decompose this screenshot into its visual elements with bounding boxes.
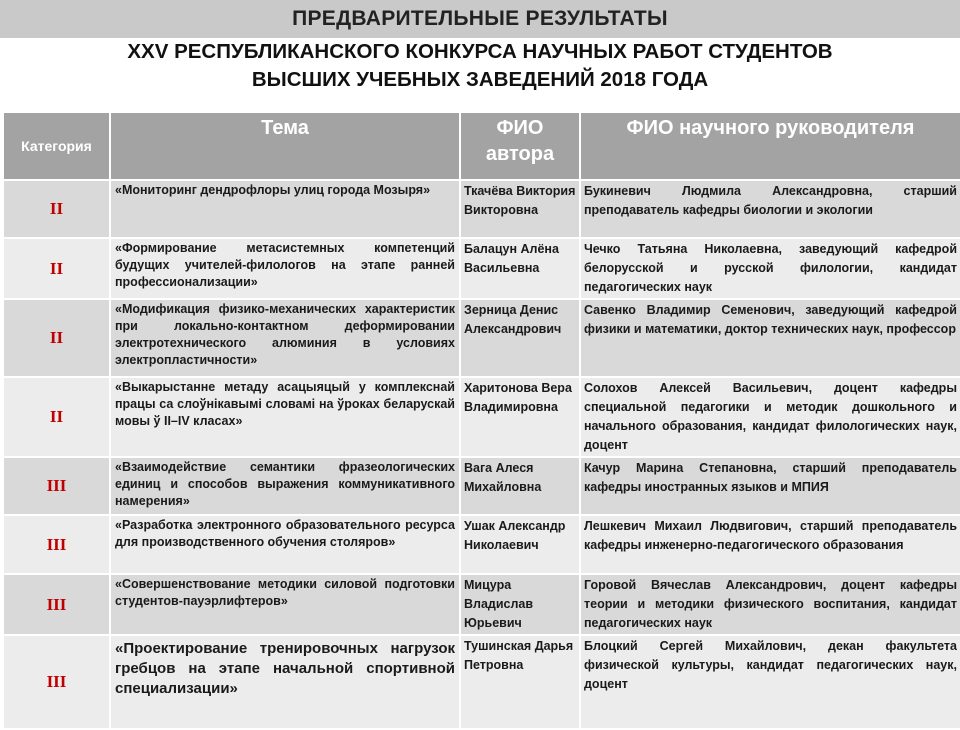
topic-cell: «Совершенствование методики силовой подготовки студентов-пауэрлифтеров» <box>110 574 460 635</box>
category-cell: III <box>3 457 110 515</box>
supervisor-cell: Блоцкий Сергей Михайлович, декан факультета физической культуры, кандидат педагогических наук, доцент <box>580 635 960 729</box>
table-row <box>3 515 960 574</box>
author-cell: Вага Алеся Михайловна <box>460 457 580 515</box>
table-row <box>3 299 960 377</box>
supervisor-cell: Савенко Владимир Семенович, заведующий кафедрой физики и математики, доктор технических наук, профессор <box>580 299 960 377</box>
author-cell: Тушинская Дарья Петровна <box>460 635 580 729</box>
category-cell: III <box>3 574 110 635</box>
table-row <box>3 635 960 729</box>
author-cell: Зерница Денис Александрович <box>460 299 580 377</box>
category-cell: II <box>3 377 110 457</box>
column-header-topic: Тема <box>110 112 460 180</box>
page-subtitle <box>0 38 960 94</box>
column-header-author: ФИО автора <box>460 112 580 180</box>
subtitle-line-1: XXV РЕСПУБЛИКАНСКОГО КОНКУРСА НАУЧНЫХ РАБОТ СТУДЕНТОВ <box>127 40 833 63</box>
table-row <box>3 238 960 299</box>
table-row <box>3 377 960 457</box>
topic-cell: «Мониторинг дендрофлоры улиц города Мозыря» <box>110 180 460 238</box>
topic-cell: «Проектирование тренировочных нагрузок гребцов на этапе начальной спортивной специализации» <box>110 635 460 729</box>
category-cell: II <box>3 180 110 238</box>
author-cell: Харитонова Вера Владимировна <box>460 377 580 457</box>
category-cell: II <box>3 238 110 299</box>
topic-cell: «Разработка электронного образовательного ресурса для производственного обучения столяров» <box>110 515 460 574</box>
category-cell: III <box>3 635 110 729</box>
category-cell: II <box>3 299 110 377</box>
column-header-supervisor: ФИО научного руководителя <box>580 112 960 180</box>
supervisor-cell: Букиневич Людмила Александровна, старший преподаватель кафедры биологии и экологии <box>580 180 960 238</box>
author-cell: Ушак Александр Николаевич <box>460 515 580 574</box>
topic-cell: «Формирование метасистемных компетенций будущих учителей-филологов на этапе ранней профессионализации» <box>110 238 460 299</box>
topic-cell: «Модификация физико-механических характеристик при локально-контактном деформировании электротехнического алюминия в условиях электропластичности» <box>110 299 460 377</box>
supervisor-cell: Лешкевич Михаил Людвигович, старший преподаватель кафедры инженерно-педагогического образования <box>580 515 960 574</box>
supervisor-cell: Солохов Алексей Васильевич, доцент кафедры специальной педагогики и методик дошкольного и начального образования, кандидат филологических наук, доцент <box>580 377 960 457</box>
table-row <box>3 457 960 515</box>
supervisor-cell: Качур Марина Степановна, старший преподаватель кафедры иностранных языков и МПИЯ <box>580 457 960 515</box>
author-cell: Ткачёва Виктория Викторовна <box>460 180 580 238</box>
table-row <box>3 574 960 635</box>
topic-cell: «Взаимодействие семантики фразеологических единиц и способов выражения коммуникативного намерения» <box>110 457 460 515</box>
results-table <box>2 111 960 730</box>
table-row <box>3 180 960 238</box>
subtitle-line-2: ВЫСШИХ УЧЕБНЫХ ЗАВЕДЕНИЙ 2018 ГОДА <box>251 68 709 91</box>
supervisor-cell: Горовой Вячеслав Александрович, доцент кафедры теории и методики физического воспитания, кандидат педагогических наук <box>580 574 960 635</box>
topic-cell: «Выкарыстанне метаду асацыяцый у комплекснай працы са слоўнікавымі словамі на ўроках беларускай мовы ў II–IV класах» <box>110 377 460 457</box>
title-bar <box>0 0 960 38</box>
table-header-row <box>3 112 960 180</box>
column-header-category: Категория <box>3 112 110 180</box>
author-cell: Мицура Владислав Юрьевич <box>460 574 580 635</box>
category-cell: III <box>3 515 110 574</box>
page-title: ПРЕДВАРИТЕЛЬНЫЕ РЕЗУЛЬТАТЫ <box>292 7 668 30</box>
author-cell: Балацун Алёна Васильевна <box>460 238 580 299</box>
supervisor-cell: Чечко Татьяна Николаевна, заведующий кафедрой белорусской и русской филологии, кандидат педагогических наук <box>580 238 960 299</box>
